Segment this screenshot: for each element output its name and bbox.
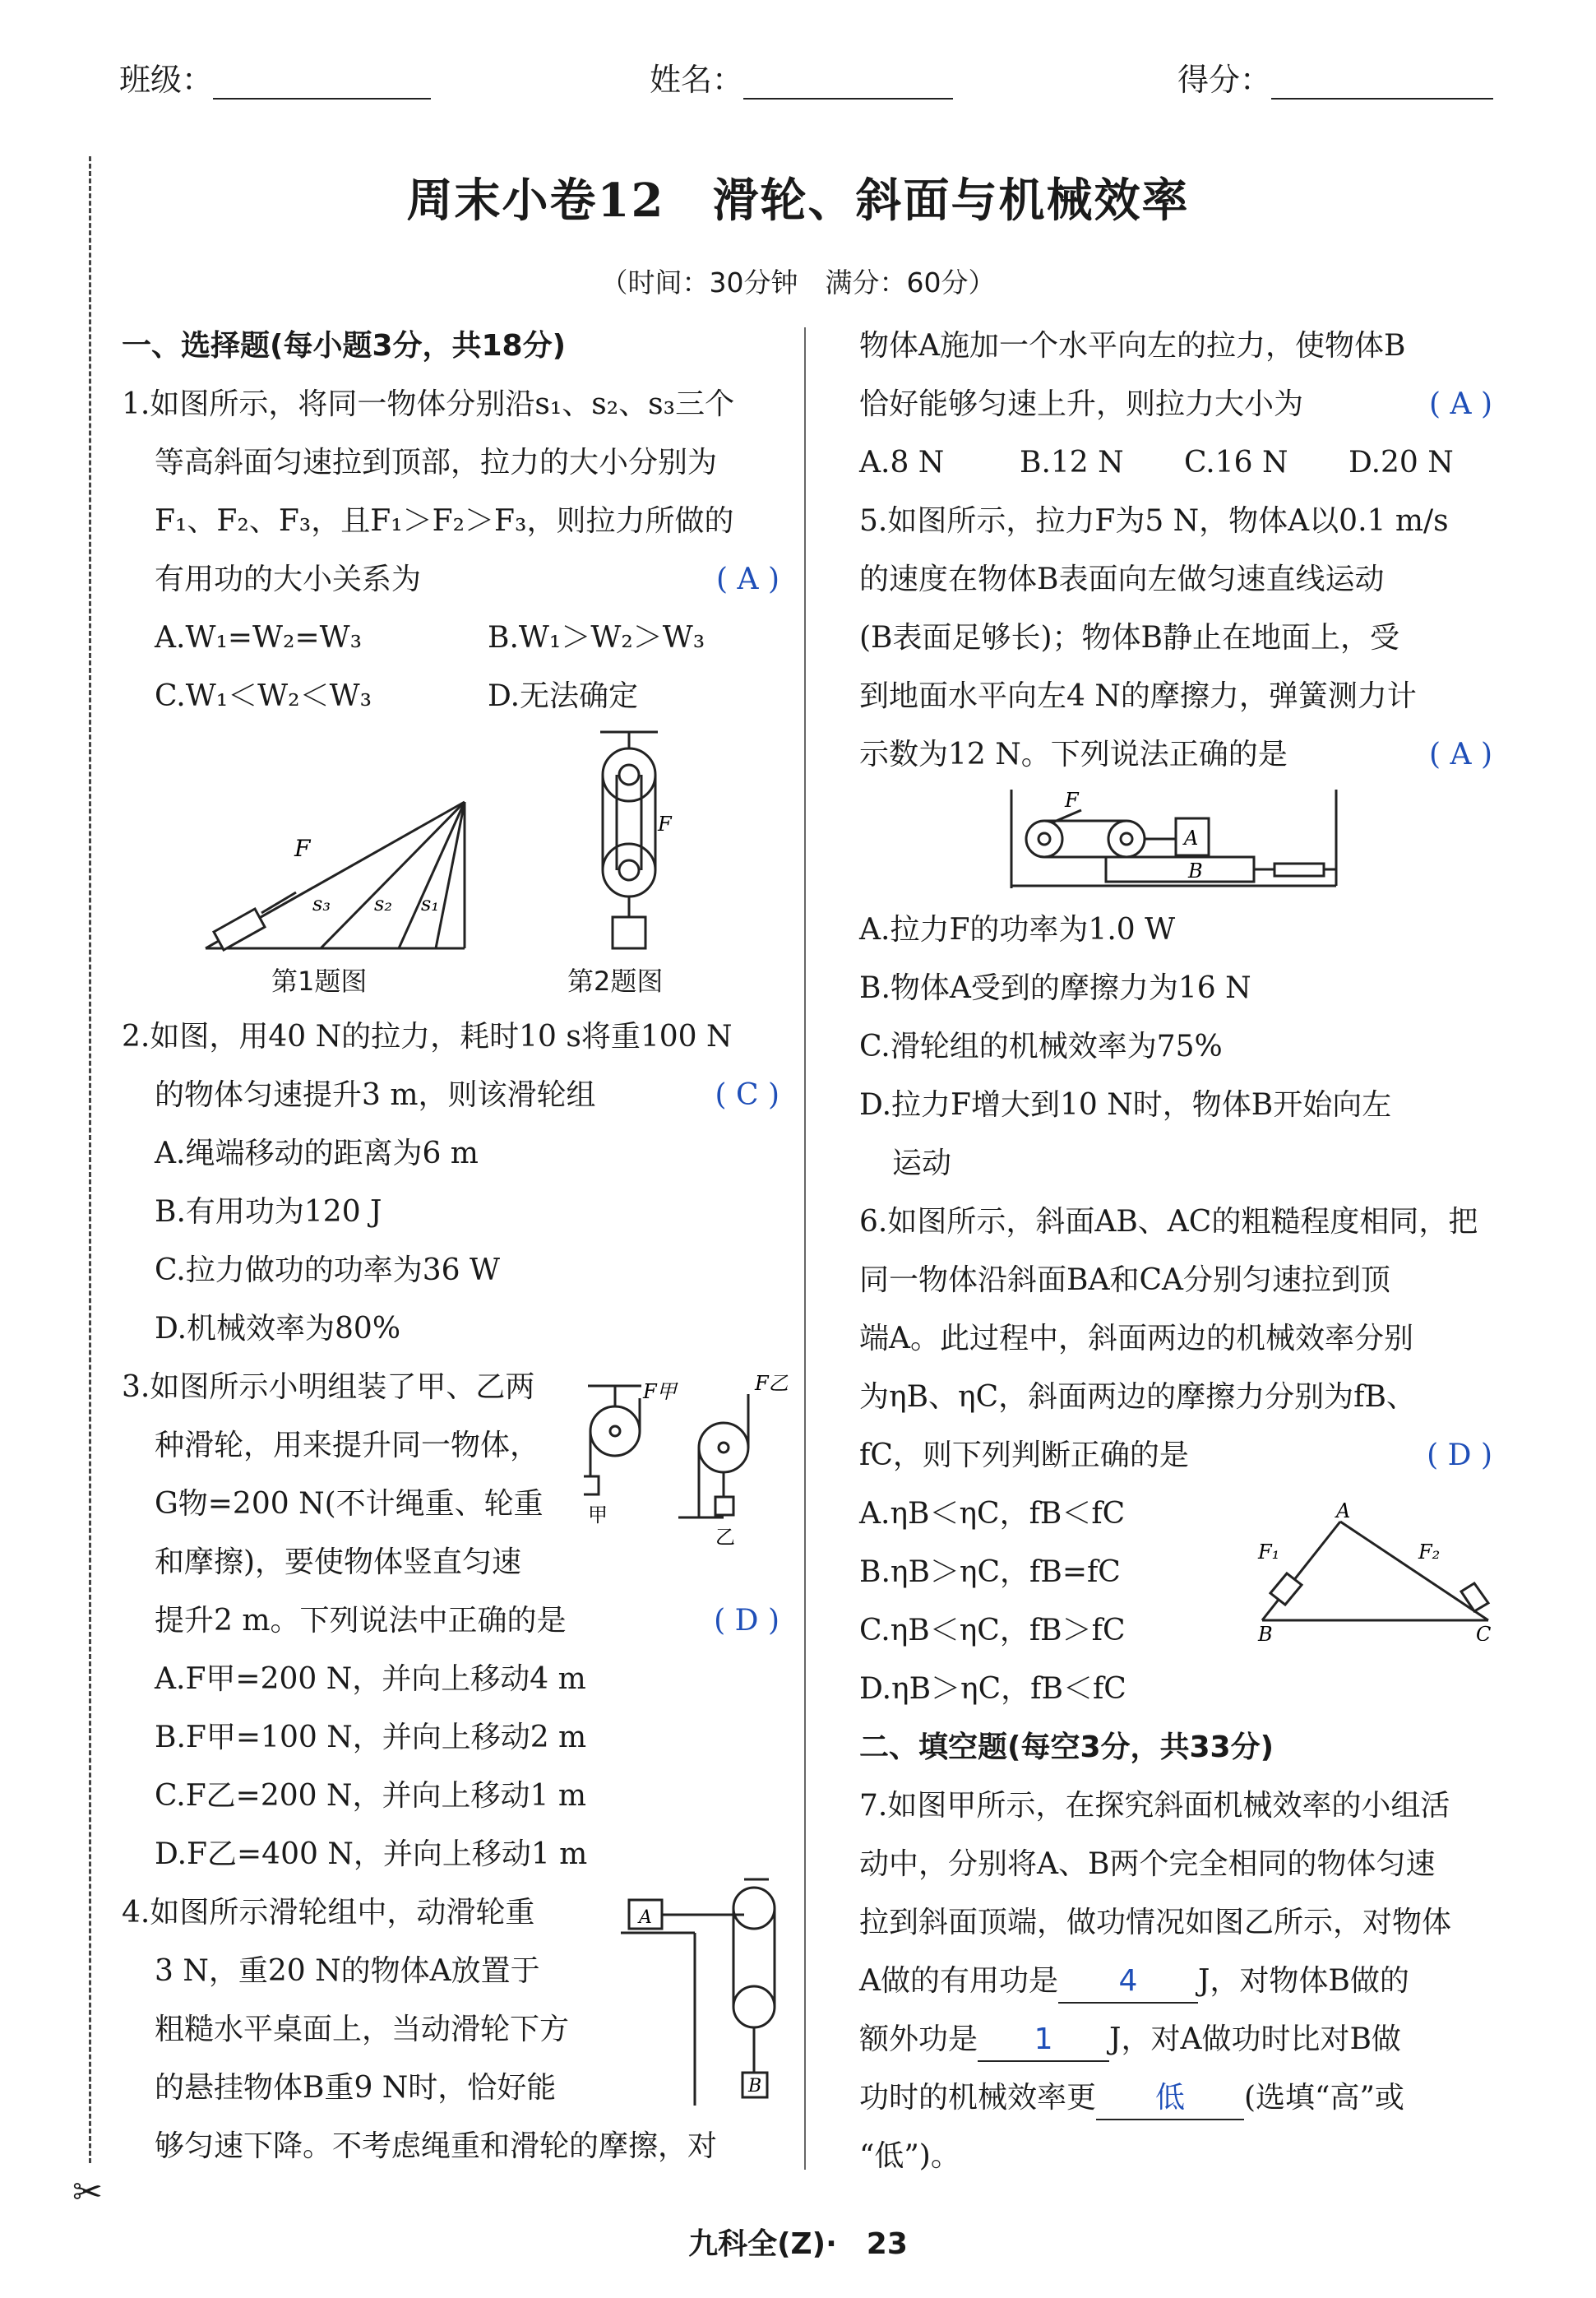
page-footer: 九科全(Z)· 23 [688, 2227, 908, 2261]
q7-blank-3[interactable]: 低 [1096, 2078, 1244, 2120]
q4-options [859, 433, 1492, 492]
q1-line: F₁、F₂、F₃，且F₁＞F₂＞F₃，则拉力所做的 [155, 504, 734, 538]
fig1-caption: 第1题图 [271, 966, 368, 997]
q7-line: 功时的机械效率更 低 (选填“高”或 [859, 2069, 1492, 2127]
fig3-jia-label: 甲 [588, 1503, 608, 1527]
q6-line: 6.如图所示，斜面AB、AC的粗糙程度相同，把 [859, 1205, 1478, 1239]
q1-options [122, 609, 779, 667]
column-divider [804, 327, 806, 2170]
q7-line: 7.如图甲所示，在探究斜面机械效率的小组活 [859, 1789, 1450, 1823]
left-column [122, 317, 779, 725]
fig6-a-label: A [1336, 1501, 1351, 1522]
fig1-s3-label: s₃ [312, 892, 331, 915]
q5-line: 5.如图所示，拉力F为5 N，物体A以0.1 m/s [859, 504, 1449, 538]
fig6-f2-label: F₂ [1418, 1540, 1441, 1564]
q5-option-a: A.拉力F的功率为1.0 W [859, 913, 1176, 947]
fig6-b-label: B [1258, 1623, 1273, 1641]
q3-line: G物=200 N(不计绳重、轮重 [155, 1487, 544, 1521]
page-title: 周末小卷12 滑轮、斜面与机械效率 [406, 174, 1190, 228]
score-label: 得分： [1177, 62, 1272, 98]
class-blank[interactable] [213, 65, 431, 100]
q5-line: 示数为12 N。下列说法正确的是 ( A ) [859, 725, 1492, 784]
section-1-heading: 一、选择题(每小题3分，共18分) [122, 329, 567, 363]
q1-option-b: B.W₁＞W₂＞W₃ [488, 621, 705, 655]
q1-option-d: D.无法确定 [488, 679, 639, 713]
fig2-caption: 第2题图 [567, 966, 664, 997]
q3-option-c: C.F乙=200 N，并向上移动1 m [155, 1779, 586, 1813]
q1-line: 1.如图所示，将同一物体分别沿s₁、s₂、s₃三个 [122, 387, 735, 421]
fig6-c-label: C [1476, 1623, 1492, 1641]
name-blank[interactable] [743, 65, 953, 100]
fig1-force-label: F [294, 835, 311, 862]
figure-3 [584, 1361, 798, 1550]
q7-line: A做的有用功是 4 J，对物体B做的 [859, 1952, 1492, 2010]
name-label: 姓名： [650, 62, 744, 98]
name-field [650, 54, 953, 100]
score-blank[interactable] [1271, 65, 1493, 100]
fig1-s1-label: s₁ [421, 892, 439, 915]
q4-cont-line: 恰好能够匀速上升，则拉力大小为 ( A ) [859, 375, 1492, 433]
q1-option-c: C.W₁＜W₂＜W₃ [155, 679, 372, 713]
fig4-b-label: B [748, 2076, 762, 2096]
q6-answer: ( D ) [1427, 1439, 1492, 1472]
q2-answer: ( C ) [715, 1078, 779, 1112]
q2-line: 2.如图，用40 N的拉力，耗时10 s将重100 N [122, 1020, 733, 1054]
score-field [1177, 54, 1493, 100]
q4-cont-line: 物体A施加一个水平向左的拉力，使物体B [859, 329, 1406, 363]
q6-line: 端A。此过程中，斜面两边的机械效率分别 [859, 1322, 1413, 1355]
q4-option-d: D.20 N [1349, 446, 1454, 480]
q5-option-b: B.物体A受到的摩擦力为16 N [859, 971, 1251, 1005]
q5-line: (B表面足够长)；物体B静止在地面上，受 [859, 621, 1400, 655]
q6-option-c: C.ηB＜ηC，fB＞fC [859, 1614, 1126, 1647]
fig1-s2-label: s₂ [374, 892, 392, 915]
q7-blank-1[interactable]: 4 [1058, 1961, 1198, 2004]
section-2-heading: 二、填空题(每空3分，共33分) [859, 1730, 1274, 1764]
q7-line: 拉到斜面顶端，做功情况如图乙所示，对物体 [859, 1906, 1452, 1939]
fig3-fjia-label: F甲 [643, 1380, 677, 1403]
q6-option-b: B.ηB＞ηC，fB=fC [859, 1555, 1121, 1589]
figure-6 [1246, 1501, 1501, 1641]
q6-option-d: D.ηB＞ηC，fB＜fC [859, 1672, 1126, 1706]
q5-option-c: C.滑轮组的机械效率为75% [859, 1030, 1223, 1063]
q5-option-d: D.拉力F增大到10 N时，物体B开始向左 [859, 1088, 1392, 1122]
figure-4 [621, 1875, 798, 2122]
q4-line: 粗糙水平桌面上，当动滑轮下方 [155, 2013, 570, 2046]
q1-options [122, 667, 779, 725]
q3-line: 3.如图所示小明组装了甲、乙两 [122, 1370, 535, 1404]
figure-1 [197, 769, 477, 958]
q4-line: 4.如图所示滑轮组中，动滑轮重 [122, 1896, 535, 1930]
q2-option-d: D.机械效率为80% [155, 1312, 401, 1346]
q1-line: 等高斜面匀速拉到顶部，拉力的大小分别为 [155, 446, 718, 480]
fig3-fyi-label: F乙 [755, 1372, 789, 1395]
figure-2 [567, 724, 699, 958]
fig5-f-label: F [1065, 789, 1079, 812]
q6-option-a: A.ηB＜ηC，fB＜fC [859, 1497, 1126, 1531]
q2-line: 的物体匀速提升3 m，则该滑轮组 ( C ) [122, 1066, 779, 1124]
q3-option-b: B.F甲=100 N，并向上移动2 m [155, 1721, 587, 1754]
fig3-yi-label: 乙 [715, 1526, 735, 1549]
q5-line: 的速度在物体B表面向左做匀速直线运动 [859, 563, 1385, 596]
scissors-icon: ✂ [72, 2171, 103, 2213]
q4-line: 的悬挂物体B重9 N时，恰好能 [155, 2071, 557, 2105]
q3-option-d: D.F乙=400 N，并向上移动1 m [155, 1837, 588, 1871]
q3-line: 和摩擦)，要使物体竖直匀速 [155, 1545, 522, 1579]
q5-line: 到地面水平向左4 N的摩擦力，弹簧测力计 [859, 679, 1417, 713]
cut-line [89, 156, 91, 2163]
q4-line: 3 N，重20 N的物体A放置于 [155, 1954, 540, 1988]
q6-line: fC，则下列判断正确的是 ( D ) [859, 1426, 1492, 1485]
fig4-a-label: A [639, 1907, 652, 1928]
q1-option-a: A.W₁=W₂=W₃ [155, 621, 363, 655]
fig2-force-label: F [658, 813, 672, 836]
q4-option-a: A.8 N [859, 446, 945, 480]
q3-option-a: A.F甲=200 N，并向上移动4 m [155, 1662, 586, 1696]
q7-line: 动中，分别将A、B两个完全相同的物体匀速 [859, 1847, 1436, 1881]
q4-line: 够匀速下降。不考虑绳重和滑轮的摩擦，对 [155, 2129, 718, 2163]
q3-answer: ( D ) [714, 1604, 779, 1638]
page-subtitle: （时间：30分钟 满分：60分） [600, 266, 996, 299]
q2-option-b: B.有用功为120 J [155, 1195, 382, 1229]
q6-line: 同一物体沿斜面BA和CA分别匀速拉到顶 [859, 1263, 1390, 1297]
q2-option-c: C.拉力做功的功率为36 W [155, 1253, 500, 1287]
fig5-a-label: A [1184, 827, 1199, 850]
q5-option-d-cont: 运动 [892, 1147, 952, 1180]
q3-line: 种滑轮，用来提升同一物体， [155, 1429, 540, 1462]
q2-option-a: A.绳端移动的距离为6 m [155, 1137, 479, 1170]
q4-option-b: B.12 N [1020, 446, 1124, 480]
q1-answer: ( A ) [716, 563, 779, 596]
q3-line: 提升2 m。下列说法中正确的是 ( D ) [122, 1591, 779, 1650]
q5-answer: ( A ) [1429, 738, 1492, 771]
q4-option-c: C.16 N [1184, 446, 1288, 480]
q4-answer: ( A ) [1429, 387, 1492, 421]
fig6-f1-label: F₁ [1258, 1540, 1280, 1564]
q6-line: 为ηB、ηC，斜面两边的摩擦力分别为fB、 [859, 1380, 1416, 1414]
fig5-b-label: B [1188, 859, 1203, 883]
q7-line: 额外功是 1 J，对A做功时比对B做 [859, 2010, 1492, 2069]
q1-line: 有用功的大小关系为 ( A ) [122, 550, 779, 609]
class-field [119, 54, 431, 100]
figure-5 [1007, 785, 1344, 892]
q7-line: “低”)。 [859, 2139, 960, 2173]
q7-blank-2[interactable]: 1 [978, 2019, 1109, 2062]
class-label: 班级： [119, 62, 214, 98]
right-column [859, 317, 1492, 784]
